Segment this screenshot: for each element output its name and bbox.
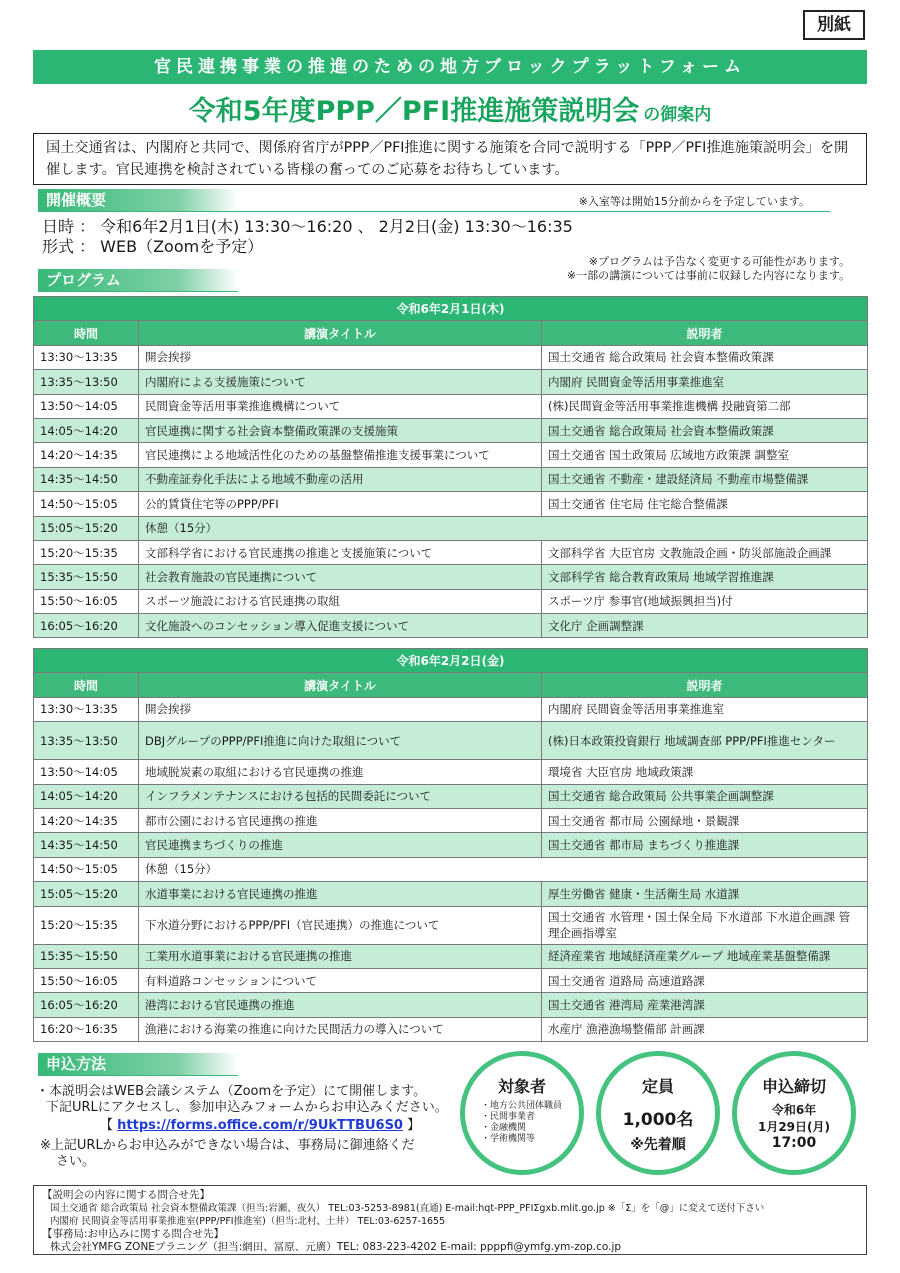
session-speaker: 国土交通省 総合政策局 社会資本整備政策課 — [542, 345, 868, 369]
session-time: 16:20～16:35 — [34, 1017, 139, 1041]
table-row — [34, 993, 868, 1017]
session-speaker: 文化庁 企画調整課 — [542, 614, 868, 638]
session-time: 14:05～14:20 — [34, 418, 139, 442]
target-item: ・金融機関 — [481, 1123, 527, 1133]
session-speaker: 水産庁 漁港漁場整備部 計画課 — [542, 1017, 868, 1041]
session-time: 16:05～16:20 — [34, 614, 139, 638]
program-note-1: ※プログラムは予告なく変更する可能性があります。 — [588, 255, 850, 268]
target-item: ・民間事業者 — [481, 1112, 536, 1122]
table-row — [34, 540, 868, 564]
deadline-circle — [732, 1051, 856, 1175]
session-time: 14:50～15:05 — [34, 857, 139, 881]
session-break: 休憩（15分） — [139, 857, 868, 881]
session-time: 15:35～15:50 — [34, 944, 139, 968]
deadline-line3: 17:00 — [771, 1135, 817, 1151]
table-row — [34, 760, 868, 784]
session-title: インフラメンテナンスにおける包括的民間委託について — [139, 784, 542, 808]
table-row — [34, 492, 868, 516]
attachment-label: 別紙 — [803, 10, 865, 40]
deadline-line2: 1月29日(月) — [757, 1120, 831, 1134]
session-speaker: 環境省 大臣官房 地域政策課 — [542, 760, 868, 784]
session-speaker: (株)民間資金等活用事業推進機構 投融資第二部 — [542, 394, 868, 418]
session-title: 社会教育施設の官民連携について — [139, 565, 542, 589]
session-title: 開会挨拶 — [139, 697, 542, 721]
table-row — [34, 808, 868, 832]
application-note1: ※上記URLからお申込みができない場合は、事務局に御連絡くだ — [40, 1138, 415, 1153]
table-row — [34, 614, 868, 638]
table-row — [34, 697, 868, 721]
table-row — [34, 370, 868, 394]
application-rule — [38, 1075, 238, 1076]
session-title: 都市公園における官民連携の推進 — [139, 808, 542, 832]
session-time: 15:05～15:20 — [34, 516, 139, 540]
session-title: 下水道分野におけるPPP/PFI（官民連携）の推進について — [139, 906, 542, 944]
session-speaker: 国土交通省 都市局 まちづくり推進課 — [542, 833, 868, 857]
session-time: 13:50～14:05 — [34, 394, 139, 418]
table-row — [34, 394, 868, 418]
session-time: 13:35～13:50 — [34, 722, 139, 760]
session-title: 地域脱炭素の取組における官民連携の推進 — [139, 760, 542, 784]
session-time: 14:05～14:20 — [34, 784, 139, 808]
session-title: 開会挨拶 — [139, 345, 542, 369]
capacity-title: 定員 — [641, 1077, 674, 1096]
deadline-line1: 令和6年 — [771, 1103, 817, 1117]
session-speaker: 国土交通省 不動産・建設経済局 不動産市場整備課 — [542, 467, 868, 491]
table-row — [34, 784, 868, 808]
bracket-open: 【 — [100, 1118, 114, 1133]
session-title: 水道事業における官民連携の推進 — [139, 882, 542, 906]
day1-label: 令和6年2月1日(木) — [34, 297, 868, 321]
table-row — [34, 906, 868, 944]
col-title: 講演タイトル — [139, 321, 542, 345]
session-time: 14:50～15:05 — [34, 492, 139, 516]
contact-box — [33, 1185, 867, 1255]
session-title: 工業用水道事業における官民連携の推進 — [139, 944, 542, 968]
col-time: 時間 — [34, 321, 139, 345]
session-speaker: 厚生労働省 健康・生活衛生局 水道課 — [542, 882, 868, 906]
session-title: 民間資金等活用事業推進機構について — [139, 394, 542, 418]
session-title: 官民連携まちづくりの推進 — [139, 833, 542, 857]
application-heading: 申込方法 — [38, 1053, 238, 1075]
session-break: 休憩（15分） — [139, 516, 868, 540]
session-speaker: 国土交通省 総合政策局 社会資本整備政策課 — [542, 418, 868, 442]
contact-office: 株式会社YMFG ZONEプラニング（担当:網田、冨原、元廣）TEL: 083-223-4202 E-mail: ppppfi@ymfg.ym-zop.co.jp — [50, 1241, 622, 1253]
program-table-day1 — [33, 296, 868, 638]
session-speaker: 国土交通省 水管理・国土保全局 下水道部 下水道企画課 管理企画指導室 — [542, 906, 868, 944]
target-item: ・学術機関等 — [481, 1134, 536, 1144]
session-time: 13:30～13:35 — [34, 697, 139, 721]
bracket-close: 】 — [407, 1118, 421, 1133]
session-speaker: (株)日本政策投資銀行 地域調査部 PPP/PFI推進センター — [542, 722, 868, 760]
session-title: 港湾における官民連携の推進 — [139, 993, 542, 1017]
session-title: 文部科学省における官民連携の推進と支援施策について — [139, 540, 542, 564]
target-title: 対象者 — [497, 1077, 546, 1096]
session-time: 13:50～14:05 — [34, 760, 139, 784]
table-row — [34, 882, 868, 906]
col-title: 講演タイトル — [139, 673, 542, 697]
table-row — [34, 857, 868, 881]
table-row — [34, 833, 868, 857]
session-time: 14:35～14:50 — [34, 467, 139, 491]
session-speaker: 国土交通省 都市局 公園緑地・景観課 — [542, 808, 868, 832]
deadline-title: 申込締切 — [761, 1077, 826, 1096]
contact-heading-content: 【説明会の内容に関する問合せ先】 — [42, 1189, 210, 1201]
table-row — [34, 722, 868, 760]
table-row — [34, 1017, 868, 1041]
title-main: 令和5年度PPP／PFI推進施策説明会 — [188, 96, 640, 127]
session-time: 13:35～13:50 — [34, 370, 139, 394]
intro-box: 国土交通省は、内閣府と共同で、関係府省庁がPPP／PFI推進に関する施策を合同で説明する「PPP／PFI推進施策説明会」を開催します。官民連携を検討されている皆様の奮ってのご応募をお待ちしています。 — [33, 133, 867, 185]
session-speaker: 内閣府 民間資金等活用事業推進室 — [542, 697, 868, 721]
format-line: 形式 ： WEB（Zoomを予定） — [42, 237, 264, 256]
title-suffix: の御案内 — [643, 105, 712, 125]
session-speaker: 国土交通省 総合政策局 公共事業企画調整課 — [542, 784, 868, 808]
session-time: 15:35～15:50 — [34, 565, 139, 589]
target-list — [465, 1101, 579, 1145]
session-title: 公的賃貸住宅等のPPP/PFI — [139, 492, 542, 516]
session-speaker: 文部科学省 大臣官房 文教施設企画・防災部施設企画課 — [542, 540, 868, 564]
session-time: 13:30～13:35 — [34, 345, 139, 369]
overview-rule — [38, 211, 830, 212]
page-title — [33, 89, 867, 129]
program-note-2: ※一部の講演については事前に収録した内容になります。 — [566, 269, 850, 282]
col-time: 時間 — [34, 673, 139, 697]
session-speaker: 経済産業省 地域経済産業グループ 地域産業基盤整備課 — [542, 944, 868, 968]
contact-mlit: 国土交通省 総合政策局 社会資本整備政策課（担当:岩瀬、夜久） TEL:03-5253-8981(直通) E-mail:hqt-PPP_PFIΣgxb.mlit.go.jp ※「Σ」を「@」に変えて送付下さい — [50, 1203, 765, 1214]
col-speaker: 説明者 — [542, 673, 868, 697]
program-table-day2 — [33, 648, 868, 1042]
session-speaker: 国土交通省 道路局 高速道路課 — [542, 968, 868, 992]
table-row — [34, 565, 868, 589]
table-row — [34, 968, 868, 992]
table-row — [34, 345, 868, 369]
table-row — [34, 418, 868, 442]
session-speaker: 国土交通省 港湾局 産業港湾課 — [542, 993, 868, 1017]
table-row — [34, 516, 868, 540]
session-speaker: 国土交通省 国土政策局 広域地方政策課 調整室 — [542, 443, 868, 467]
session-time: 16:05～16:20 — [34, 993, 139, 1017]
session-title: 内閣府による支援施策について — [139, 370, 542, 394]
session-time: 15:20～15:35 — [34, 906, 139, 944]
session-title: 有料道路コンセッションについて — [139, 968, 542, 992]
date-line: 日時 ： 令和6年2月1日(木) 13:30～16:20 、 2月2日(金) 13:30～16:35 — [42, 217, 573, 236]
session-title: 官民連携に関する社会資本整備政策課の支援施策 — [139, 418, 542, 442]
capacity-note: ※先着順 — [630, 1137, 686, 1153]
application-url-line — [100, 1118, 460, 1134]
session-title: 漁港における海業の推進に向けた民間活力の導入について — [139, 1017, 542, 1041]
session-time: 15:50～16:05 — [34, 968, 139, 992]
session-time: 14:35～14:50 — [34, 833, 139, 857]
session-speaker: 内閣府 民間資金等活用事業推進室 — [542, 370, 868, 394]
table-row — [34, 944, 868, 968]
contact-heading-office: 【事務局:お申込みに関する問合せ先】 — [42, 1228, 225, 1240]
application-form-link[interactable]: https://forms.office.com/r/9UkTTBU6S0 — [117, 1118, 403, 1133]
session-time: 15:20～15:35 — [34, 540, 139, 564]
program-heading: プログラム — [38, 269, 238, 291]
session-time: 14:20～14:35 — [34, 808, 139, 832]
application-note2: さい。 — [56, 1154, 96, 1169]
session-time: 15:05～15:20 — [34, 882, 139, 906]
application-line2: 下記URLにアクセスし、参加申込みフォームからお申込みください。 — [46, 1100, 448, 1115]
application-line1: ・本説明会はWEB会議システム（Zoomを予定）にて開催します。 — [36, 1084, 427, 1099]
session-speaker: スポーツ庁 参事官(地域振興担当)付 — [542, 589, 868, 613]
session-title: 官民連携による地域活性化のための基盤整備推進支援事業について — [139, 443, 542, 467]
target-item: ・地方公共団体職員 — [481, 1101, 563, 1111]
target-circle — [460, 1051, 584, 1175]
capacity-circle — [596, 1051, 720, 1175]
overview-heading: 開催概要 — [38, 189, 238, 211]
table-row — [34, 589, 868, 613]
session-title: DBJグループのPPP/PFI推進に向けた取組について — [139, 722, 542, 760]
capacity-value: 1,000名 — [622, 1110, 694, 1130]
table-row — [34, 443, 868, 467]
table-row — [34, 467, 868, 491]
contact-cao: 内閣府 民間資金等活用事業推進室(PPP/PFI推進室)（担当:北村、土井） TEL:03-6257-1655 — [50, 1216, 446, 1227]
session-time: 15:50～16:05 — [34, 589, 139, 613]
session-title: 不動産証券化手法による地域不動産の活用 — [139, 467, 542, 491]
session-title: スポーツ施設における官民連携の取組 — [139, 589, 542, 613]
session-speaker: 文部科学省 総合教育政策局 地域学習推進課 — [542, 565, 868, 589]
entry-note: ※入室等は開始15分前からを予定しています。 — [578, 195, 810, 208]
session-time: 14:20～14:35 — [34, 443, 139, 467]
platform-banner: 官民連携事業の推進のための地方ブロックプラットフォーム — [33, 50, 867, 84]
program-rule — [38, 291, 238, 292]
col-speaker: 説明者 — [542, 321, 868, 345]
session-title: 文化施設へのコンセッション導入促進支援について — [139, 614, 542, 638]
session-speaker: 国土交通省 住宅局 住宅総合整備課 — [542, 492, 868, 516]
day2-label: 令和6年2月2日(金) — [34, 649, 868, 673]
